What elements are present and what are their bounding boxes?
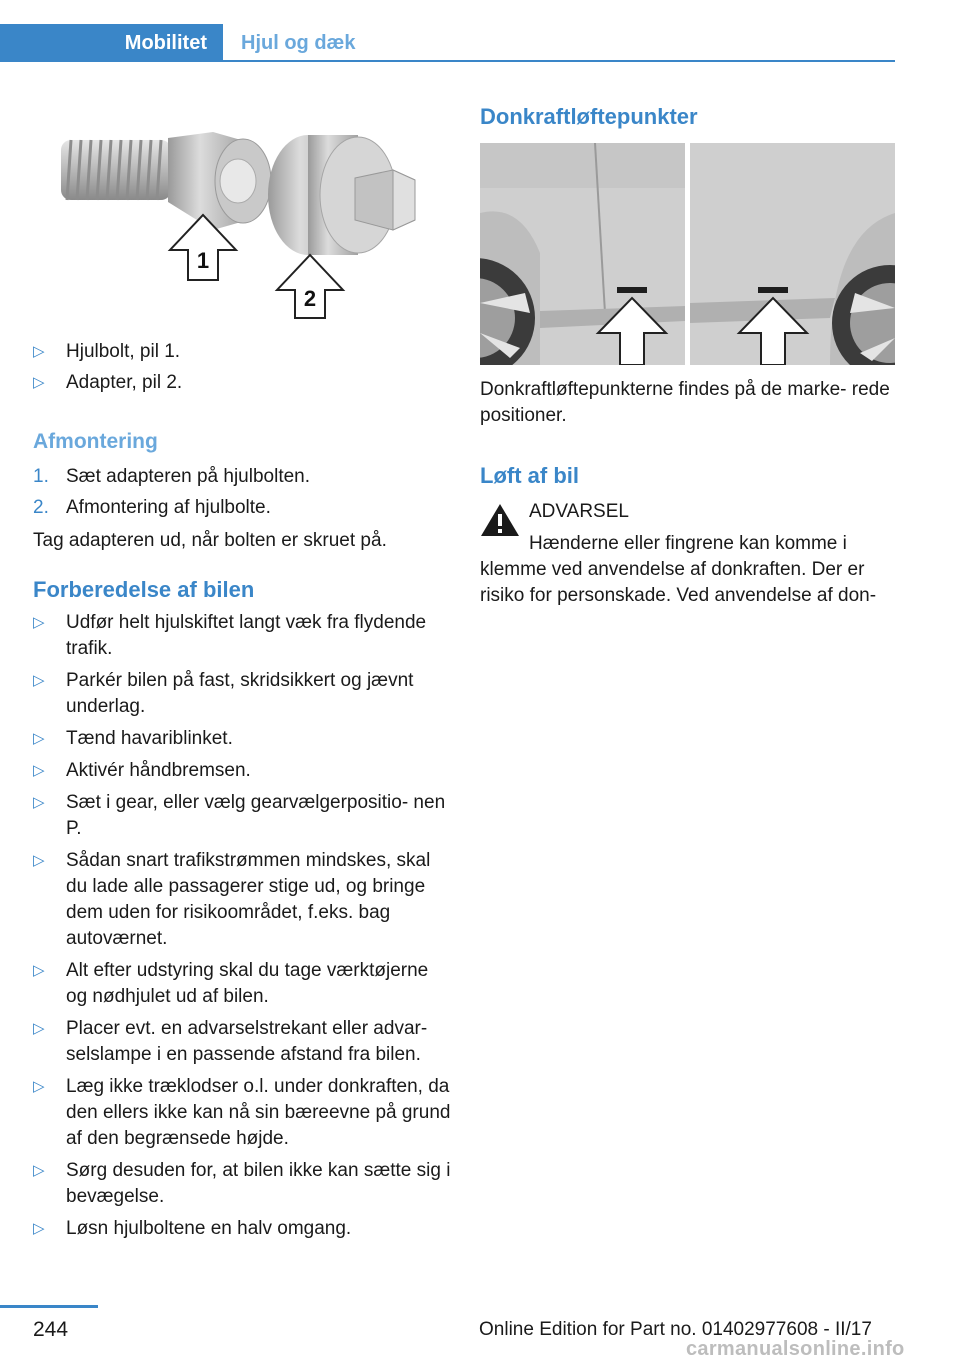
bolt-icon [61, 132, 271, 230]
bullet-triangle-icon: ▷ [33, 614, 45, 631]
list-item: ▷ Aktivér håndbremsen. [33, 758, 453, 784]
wheel-bolt-adapter-figure [33, 100, 453, 330]
bullet-triangle-icon: ▷ [33, 852, 45, 869]
list-item: ▷ Sørg desuden for, at bilen ikke kan sætte sig i bevægelse. [33, 1160, 451, 1207]
list-item: ▷ Tænd havariblinket. [33, 726, 453, 752]
list-item: 2. Afmontering af hjulbolte. [33, 497, 271, 518]
jacking-points-figure [480, 143, 895, 365]
list-item: ▷ Løsn hjulboltene en halv omgang. [33, 1216, 453, 1242]
bullet-triangle-icon: ▷ [33, 672, 45, 689]
list-item: ▷ Udfør helt hjulskiftet langt væk fra flydende trafik. [33, 612, 427, 659]
arrow-2-icon [277, 255, 343, 318]
adapter-icon [268, 135, 415, 255]
list-item: ▷ Sæt i gear, eller vælg gearvælgerpositio‐ nen P. [33, 792, 446, 839]
watermark: carmanualsonline.info [686, 1338, 905, 1360]
tab-hjul-og-daek[interactable]: Hjul og dæk [241, 31, 356, 54]
list-item: ▷ Alt efter udstyring skal du tage værktøjerne og nødhjulet ud af bilen. [33, 960, 429, 1007]
page-header [0, 24, 895, 62]
bullet-triangle-icon: ▷ [33, 1020, 45, 1037]
list-item: ▷ Placer evt. en advarselstrekant eller advar‐ selslampe i en passende afstand fra bilen. [33, 1018, 428, 1065]
afmontering-steps [33, 464, 453, 521]
bullet-triangle-icon: ▷ [33, 730, 45, 747]
arrow-label-1: 1 [196, 248, 210, 273]
car-rear-side-icon [690, 143, 895, 365]
afmontering-note: Tag adapteren ud, når bolten er skruet på. [33, 530, 387, 551]
list-item: ▷ Parkér bilen på fast, skridsikkert og jævnt underlag. [33, 670, 414, 717]
page-number: 244 [33, 1318, 69, 1341]
list-item: ▷ Adapter, pil 2. [33, 370, 453, 396]
footer-bar [0, 1305, 98, 1308]
bullet-triangle-icon: ▷ [33, 1220, 45, 1237]
arrow-label-2: 2 [303, 286, 317, 311]
bullet-triangle-icon: ▷ [33, 374, 45, 391]
list-item: ▷ Læg ikke træklodser o.l. under donkraften, da den ellers ikke kan nå sin bæreevne på grund af den begrænsede højde. [33, 1076, 451, 1149]
parts-list [33, 339, 453, 396]
tab-mobilitet[interactable]: Mobilitet [0, 24, 223, 62]
warning-label: ADVARSEL [529, 501, 629, 522]
bullet-triangle-icon: ▷ [33, 1162, 45, 1179]
bullet-triangle-icon: ▷ [33, 1078, 45, 1095]
loft-heading: Løft af bil [480, 463, 579, 488]
car-front-side-icon [480, 143, 685, 365]
donkraft-heading: Donkraftløftepunkter [480, 104, 698, 129]
bullet-triangle-icon: ▷ [33, 794, 45, 811]
forberedelse-heading: Forberedelse af bilen [33, 577, 255, 602]
header-divider [223, 60, 895, 62]
bullet-triangle-icon: ▷ [33, 962, 45, 979]
bullet-triangle-icon: ▷ [33, 343, 45, 360]
afmontering-heading: Afmontering [33, 430, 158, 453]
list-item: 1. Sæt adapteren på hjulbolten. [33, 466, 311, 487]
bullet-triangle-icon: ▷ [33, 762, 45, 779]
edition-info: Online Edition for Part no. 01402977608 - II/17 [479, 1319, 872, 1340]
forberedelse-list [33, 610, 453, 1242]
list-item: ▷ Hjulbolt, pil 1. [33, 339, 453, 365]
list-item: ▷ Sådan snart trafikstrømmen mindskes, skal du lade alle passagerer stige ud, og bringe dem uden for risikoområdet, f.eks. bag autoværnet. [33, 850, 431, 949]
warning-text: Hænderne eller fingrene kan komme i klemme ved anvendelse af donkraften. Der er risiko for personskade. Ved anvendelse af don‐ [480, 533, 877, 606]
donkraft-caption: Donkraftløftepunkterne findes på de marke‐ rede positioner. [480, 379, 890, 426]
